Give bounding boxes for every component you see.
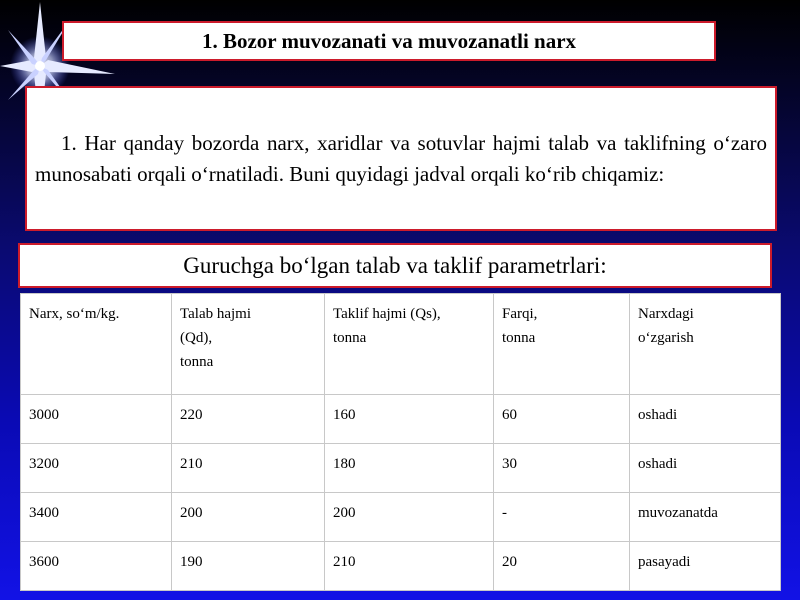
header-narxdagi-ozgarish [630,294,781,395]
intro-paragraph: 1. Har qanday bozorda narx, xaridlar va sotuvlar hajmi talab va taklifning o‘zaro munosabati orqali o‘rnatiladi. Buni quyidagi jadval orqali ko‘rib chiqamiz: [25,86,777,231]
cell-talab: 200 [172,493,325,542]
cell-narx: 3000 [21,395,172,444]
cell-narx: 3600 [21,542,172,591]
parameters-table [20,293,781,591]
cell-ozgarish: muvozanatda [630,493,781,542]
cell-taklif: 210 [325,542,494,591]
cell-ozgarish: oshadi [630,444,781,493]
header-line: Taklif hajmi (Qs), [333,306,441,322]
cell-farqi: 60 [494,395,630,444]
cell-talab: 210 [172,444,325,493]
page-title: 1. Bozor muvozanati va muvozanatli narx [62,21,716,61]
header-line: (Qd), [180,330,213,346]
table-row [21,395,781,444]
cell-farqi: - [494,493,630,542]
cell-ozgarish: pasayadi [630,542,781,591]
header-line: tonna [502,330,536,346]
table-title: Guruchga bo‘lgan talab va taklif parametrlari: [18,243,772,288]
header-line: tonna [333,330,367,346]
table-row [21,542,781,591]
header-taklif-hajmi [325,294,494,395]
table-row [21,493,781,542]
cell-talab: 220 [172,395,325,444]
header-line: tonna [180,354,214,370]
header-line: Narxdagi [638,306,694,322]
header-narx [21,294,172,395]
cell-farqi: 20 [494,542,630,591]
cell-taklif: 180 [325,444,494,493]
cell-narx: 3200 [21,444,172,493]
table-header-row [21,294,781,395]
header-line: Farqi, [502,306,538,322]
cell-farqi: 30 [494,444,630,493]
header-line: Narx, so‘m/kg. [29,306,120,322]
cell-taklif: 200 [325,493,494,542]
table-row [21,444,781,493]
cell-narx: 3400 [21,493,172,542]
header-talab-hajmi [172,294,325,395]
header-farqi [494,294,630,395]
cell-taklif: 160 [325,395,494,444]
header-line: Talab hajmi [180,306,252,322]
header-line: o‘zgarish [638,330,694,346]
cell-ozgarish: oshadi [630,395,781,444]
cell-talab: 190 [172,542,325,591]
